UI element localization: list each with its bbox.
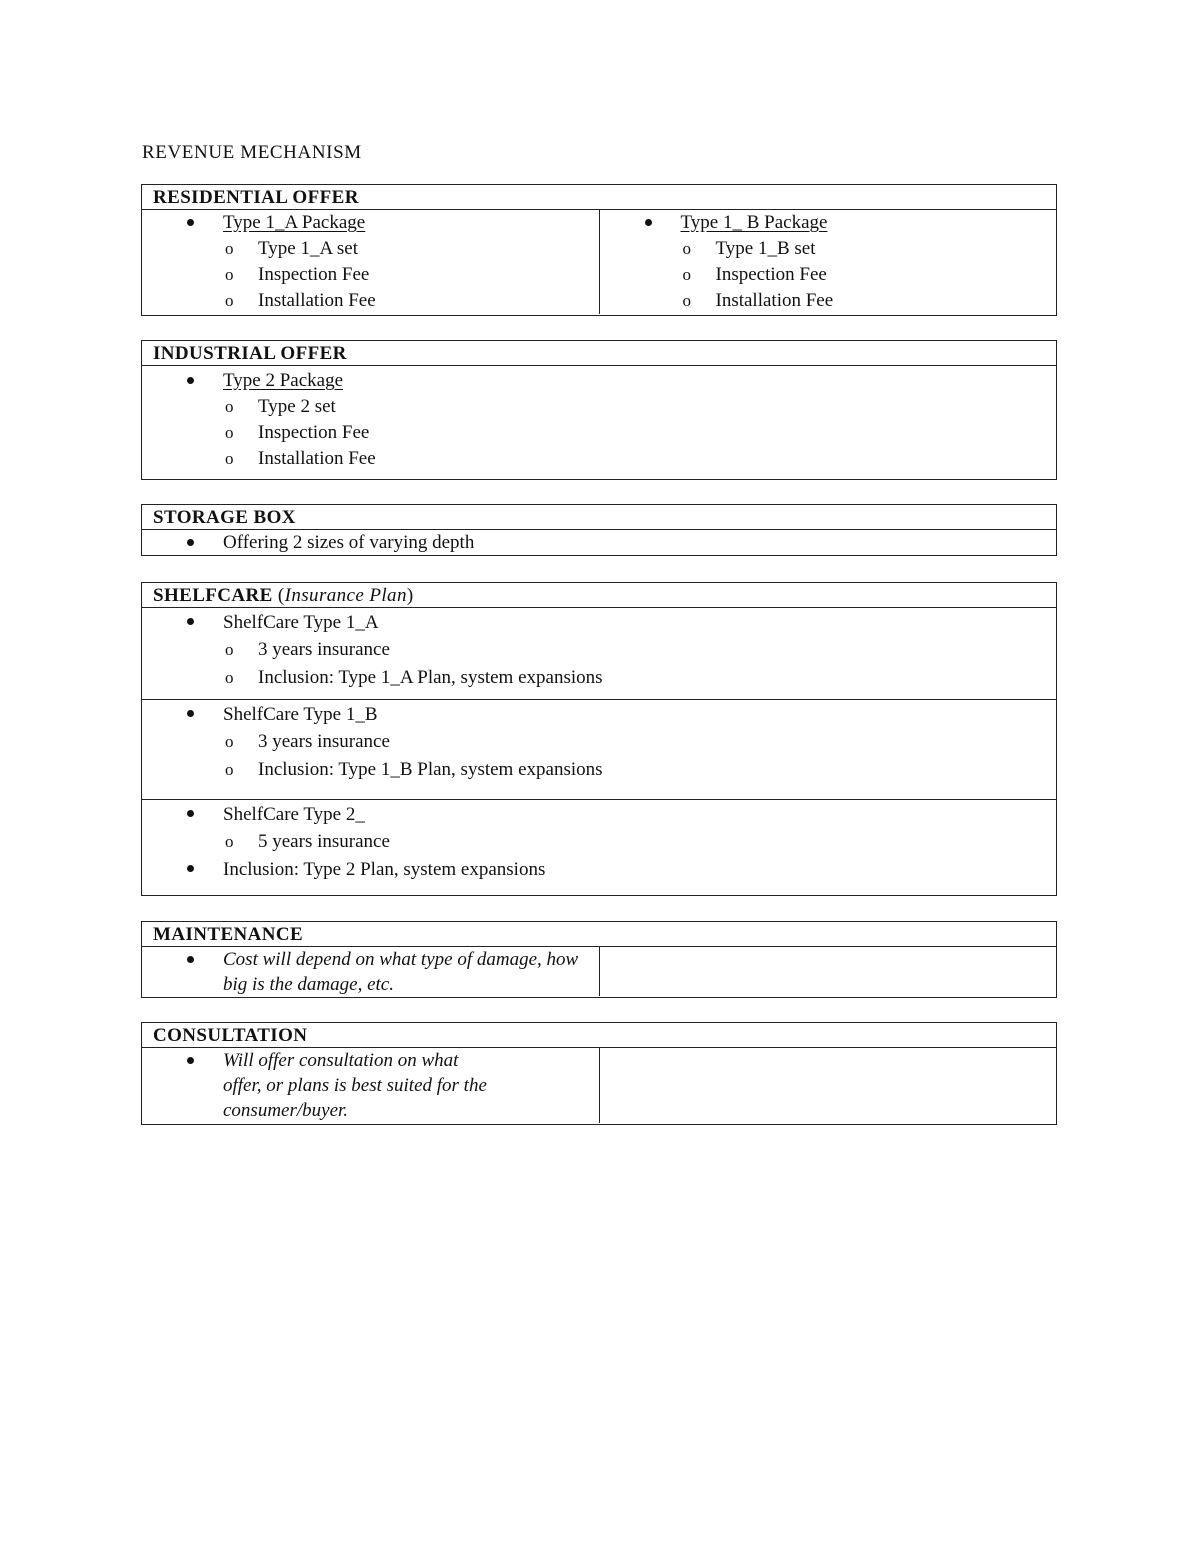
list-item: o Type 1_A set bbox=[142, 236, 599, 262]
list-item: Cost will depend on what type of damage, how big is the damage, etc. bbox=[142, 947, 599, 997]
type-1a-cell bbox=[142, 210, 599, 314]
list-item: o Inspection Fee bbox=[600, 262, 1057, 288]
residential-offer-header: RESIDENTIAL OFFER bbox=[142, 185, 1056, 210]
industrial-offer-header: INDUSTRIAL OFFER bbox=[142, 341, 1056, 366]
list-item: o Type 1_B set bbox=[600, 236, 1057, 262]
list-item bbox=[142, 368, 1056, 394]
industrial-offer-table bbox=[141, 340, 1057, 480]
list-item: o Inspection Fee bbox=[142, 262, 599, 288]
residential-offer-table bbox=[141, 184, 1057, 316]
list-item: o Installation Fee bbox=[142, 288, 599, 314]
list-item: o Installation Fee bbox=[600, 288, 1057, 314]
maintenance-empty-cell bbox=[599, 947, 1057, 996]
storage-box-table bbox=[141, 504, 1057, 556]
storage-box-header: STORAGE BOX bbox=[142, 505, 1056, 530]
list-item: o Installation Fee bbox=[142, 446, 1056, 472]
shelfcare-type-1a-cell bbox=[142, 609, 1056, 699]
page-title: REVENUE MECHANISM bbox=[142, 142, 362, 163]
list-item: Will offer consultation on what offer, or plans is best suited for the consumer/buyer. bbox=[142, 1048, 599, 1123]
consultation-header: CONSULTATION bbox=[142, 1023, 1056, 1048]
maintenance-header: MAINTENANCE bbox=[142, 922, 1056, 947]
list-item: Offering 2 sizes of varying depth bbox=[142, 530, 1056, 555]
shelfcare-title: SHELFCARE bbox=[153, 585, 273, 606]
shelfcare-subtitle: Insurance Plan bbox=[284, 585, 407, 606]
list-item: o 5 years insurance bbox=[142, 828, 1056, 856]
consultation-table bbox=[141, 1022, 1057, 1125]
type-1b-cell bbox=[599, 210, 1057, 314]
list-item: o Inclusion: Type 1_A Plan, system expansions bbox=[142, 664, 1056, 692]
shelfcare-table bbox=[141, 582, 1057, 896]
list-item: o Inspection Fee bbox=[142, 420, 1056, 446]
list-item: ShelfCare Type 2_ bbox=[142, 801, 1056, 828]
consultation-empty-cell bbox=[599, 1048, 1057, 1123]
type-2-cell bbox=[142, 366, 1056, 478]
shelfcare-paren-close: ) bbox=[406, 585, 414, 606]
list-item: o 3 years insurance bbox=[142, 636, 1056, 664]
type-1b-package: Type 1_ B Package bbox=[680, 212, 828, 233]
type-2-package: Type 2 Package bbox=[223, 370, 344, 391]
shelfcare-header bbox=[142, 583, 1056, 608]
list-item bbox=[600, 210, 1057, 236]
list-item: ShelfCare Type 1_B bbox=[142, 701, 1056, 728]
shelfcare-type-1b-cell bbox=[142, 701, 1056, 799]
list-item: o Type 2 set bbox=[142, 394, 1056, 420]
list-item: o Inclusion: Type 1_B Plan, system expansions bbox=[142, 756, 1056, 784]
storage-box-cell bbox=[142, 530, 1056, 554]
list-item: o 3 years insurance bbox=[142, 728, 1056, 756]
list-item: ShelfCare Type 1_A bbox=[142, 609, 1056, 636]
shelfcare-paren-open: ( bbox=[272, 585, 285, 606]
shelfcare-type-2-cell bbox=[142, 801, 1056, 894]
maintenance-cell bbox=[142, 947, 599, 996]
list-item bbox=[142, 210, 599, 236]
consultation-cell bbox=[142, 1048, 599, 1123]
maintenance-table bbox=[141, 921, 1057, 998]
list-item: Inclusion: Type 2 Plan, system expansions bbox=[142, 856, 1056, 884]
type-1a-package: Type 1_A Package bbox=[223, 212, 366, 233]
